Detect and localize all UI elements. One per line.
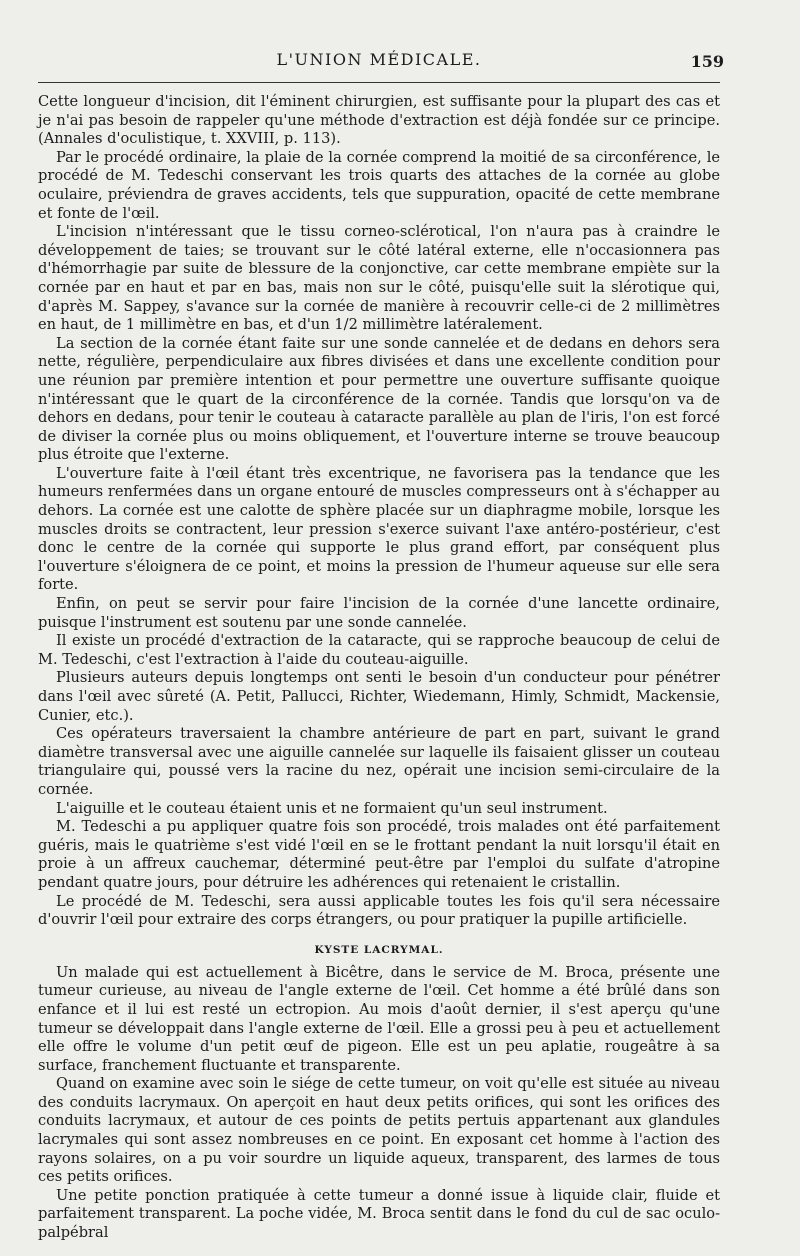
paragraph: Ces opérateurs traversaient la chambre antérieure de part en part, suivant le grand diamètre transversal avec une aiguille cannelée sur laquelle ils faisaient glisser un couteau triangulaire qui, poussé vers la racine du nez, opérait une incision semi-circulaire de la cornée.	[38, 725, 720, 798]
paragraph: Un malade qui est actuellement à Bicêtre, dans le service de M. Broca, présente une tumeur curieuse, au niveau de l'angle externe de l'œil. Cet homme a été brûlé dans son enfance et il lui est resté un ectropion. Au mois d'août dernier, il s'est aperçu qu'une tumeur se développait dans l'angle externe de l'œil. Elle a grossi peu à peu et actuellement elle offre le volume d'un petit œuf de pigeon. Elle est un peu aplatie, rougeâtre à sa surface, franchement fluctuante et transparente.	[38, 963, 720, 1074]
paragraph: L'ouverture faite à l'œil étant très excentrique, ne favorisera pas la tendance que les humeurs renfermées dans un organe entouré de muscles compresseurs ont à s'échapper au dehors. La cornée est une calotte de sphère placée sur un diaphragme mobile, lorsque les muscles droits se contractent, leur pression s'exerce suivant l'axe antéro-postérieur, c'est donc le centre de la cornée qui supporte le plus grand effort, par conséquent plus l'ouverture s'éloignera de ce point, et moins la pression de l'humeur aqueuse sur elle sera forte.	[38, 464, 720, 594]
running-title: L'UNION MÉDICALE.	[276, 50, 482, 69]
header-rule	[38, 82, 720, 83]
paragraph: La section de la cornée étant faite sur une sonde cannelée et de dedans en dehors sera nette, régulière, perpendiculaire aux fibres divisées et dans une excellente condition pour une réunion par première intention et pour permettre une ouverture suffisante quoique n'intéressant que le quart de la circonférence de la cornée. Tandis que lorsqu'on va de dehors en dedans, pour tenir le couteau à cataracte parallèle au plan de l'iris, l'on est forcé de diviser la cornée plus ou moins obliquement, et l'ouverture interne se trouve beaucoup plus étroite que l'externe.	[38, 334, 720, 464]
page-number: 159	[690, 52, 724, 71]
section-title: KYSTE LACRYMAL.	[314, 943, 444, 956]
paragraph: L'incision n'intéressant que le tissu corneo-sclérotical, l'on n'aura pas à craindre le développement de taies; se trouvant sur le côté latéral externe, elle n'occasionnera pas d'hémorrhagie par suite de blessure de la conjonctive, car cette membrane empiète sur la cornée par en haut et par en bas, mais non sur le côté, puisqu'elle suit la slérotique qui, d'après M. Sappey, s'avance sur la cornée de manière à recouvrir celle-ci de 2 millimètres en haut, de 1 millimètre en bas, et d'un 1/2 millimètre latéralement.	[38, 223, 720, 334]
paragraph: Le procédé de M. Tedeschi, sera aussi applicable toutes les fois qu'il sera nécessaire d'ouvrir l'œil pour extraire des corps étrangers, ou pour pratiquer la pupille artificielle.	[38, 892, 720, 929]
paragraph: Une petite ponction pratiquée à cette tumeur a donné issue à liquide clair, fluide et parfaitement transparent. La poche vidée, M. Broca sentit dans le fond du cul de sac oculo-palpébral	[38, 1186, 720, 1242]
paragraph: Cette longueur d'incision, dit l'éminent chirurgien, est suffisante pour la plupart des cas et je n'ai pas besoin de rappeler qu'une méthode d'extraction est déjà fondée sur ce principe. (Annales d'oculistique, t. XXVIII, p. 113).	[38, 93, 720, 148]
paragraph: Quand on examine avec soin le siége de cette tumeur, on voit qu'elle est située au niveau des conduits lacrymaux. On aperçoit en haut deux petits orifices, qui sont les orifices des conduits lacrymaux, et autour de ces points de petits pertuis appartenant aux glandules lacrymales qui sont assez nombreuses en ce point. En exposant cet homme à l'action des rayons solaires, on a pu voir sourdre un liquide aqueux, transparent, des larmes de tous ces petits orifices.	[38, 1075, 720, 1186]
paragraph: Il existe un procédé d'extraction de la cataracte, qui se rapproche beaucoup de celui de M. Tedeschi, c'est l'extraction à l'aide du couteau-aiguille.	[38, 632, 720, 668]
paragraph: Plusieurs auteurs depuis longtemps ont senti le besoin d'un conducteur pour pénétrer dans l'œil avec sûreté (A. Petit, Pallucci, Richter, Wiedemann, Himly, Schmidt, Mackensie, Cunier, etc.).	[38, 669, 720, 724]
paragraph: Enfin, on peut se servir pour faire l'incision de la cornée d'une lancette ordinaire, puisque l'instrument est soutenu par une sonde cannelée.	[38, 595, 720, 631]
page-header	[38, 46, 724, 80]
paragraph: L'aiguille et le couteau étaient unis et ne formaient qu'un seul instrument.	[56, 799, 608, 817]
article-body	[38, 93, 720, 1243]
paragraph: M. Tedeschi a pu appliquer quatre fois son procédé, trois malades ont été parfaitement guéris, mais le quatrième s'est vidé l'œil en se le frottant pendant la nuit lorsqu'il était en proie à un affreux cauchemar, déterminé peut-être par l'emploi du sulfate d'atropine pendant quatre jours, pour détruire les adhérences qui retenaient le cristallin.	[38, 818, 720, 891]
paragraph: Par le procédé ordinaire, la plaie de la cornée comprend la moitié de sa circonférence, le procédé de M. Tedeschi conservant les trois quarts des attaches de la cornée au globe oculaire, préviendra de graves accidents, tels que suppuration, opacité de cette membrane et fonte de l'œil.	[38, 148, 720, 222]
